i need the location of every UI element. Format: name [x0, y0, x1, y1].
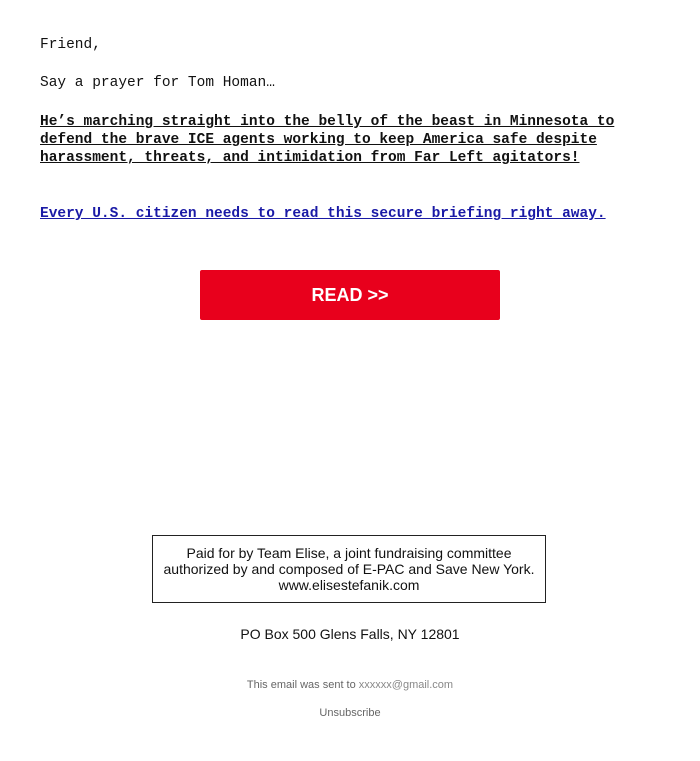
mailing-address: PO Box 500 Glens Falls, NY 12801	[240, 626, 460, 642]
sent-to-prefix: This email was sent to	[246, 679, 359, 691]
paid-for-disclaimer	[152, 535, 546, 603]
sent-to-notice	[0, 679, 700, 691]
read-button[interactable]	[200, 270, 500, 320]
prayer-line: Say a prayer for Tom Homan…	[40, 75, 275, 91]
recipient-email: xxxxxx@gmail.com	[358, 679, 454, 691]
disclaimer-website: www.elisestefanik.com	[278, 577, 420, 593]
disclaimer-line: authorized by and composed of E-PAC and Save New York.	[163, 561, 535, 577]
unsubscribe-link[interactable]: Unsubscribe	[319, 707, 381, 719]
headline-text: He’s marching straight into the belly of the beast in Minnesota to defend the brave ICE agents working to keep America safe despite harassment, threats, and intimidation from Far Left agitators!	[40, 114, 615, 166]
disclaimer-line: Paid for by Team Elise, a joint fundraising committee	[186, 545, 512, 561]
greeting-text: Friend,	[40, 37, 101, 53]
read-button-label: READ >>	[311, 284, 389, 305]
briefing-link[interactable]: Every U.S. citizen needs to read this secure briefing right away.	[40, 206, 606, 222]
